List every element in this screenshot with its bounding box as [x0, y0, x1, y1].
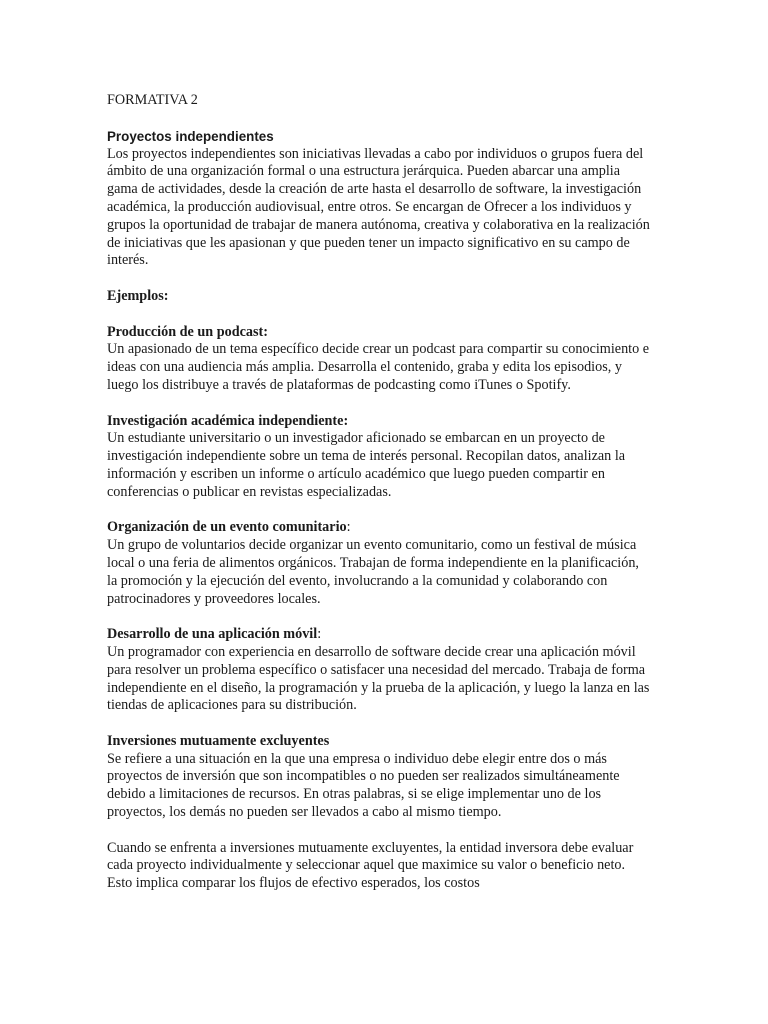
exclusive-investments-section: [107, 733, 652, 822]
exclusive-investments-body: Se refiere a una situación en la que una empresa o individuo debe elegir entre dos o más proyectos de inversión que son incompatibles o no pueden ser realizados simultáneamente debido a limitaciones de recursos. En otras palabras, si se elige implementar uno de los proyectos, los demás no pueden ser llevados a cabo al mismo tiempo.: [107, 750, 620, 821]
example-heading: [107, 626, 652, 644]
exclusive-investments-heading: Inversiones mutuamente excluyentes: [107, 732, 330, 749]
example-heading-suffix: :: [317, 626, 322, 643]
example-heading-text: Desarrollo de una aplicación móvil: [107, 626, 318, 643]
intro-body: Los proyectos independientes son iniciativas llevadas a cabo por individuos o grupos fuera del ámbito de una organización formal o una estructura jerárquica. Pueden abarcar una amplia gama de actividades, desde la creación de arte hasta el desarrollo de software, la investigación académica, la producción audiovisual, entre otros. Se encargan de Ofrecer a los individuos y grupos la oportunidad de trabajar de manera autónoma, creativa y colaborativa en la realización de iniciativas que les apasionan y que pueden tener un impacto significativo en su campo de interés.: [107, 145, 650, 269]
example-body: Un programador con experiencia en desarrollo de software decide crear una aplicación móvil para resolver un problema específico o satisfacer una necesidad del mercado. Trabaja de forma independiente en el diseño, la programación y la prueba de la aplicación, y luego la lanza en las tiendas de aplicaciones para su distribución.: [107, 643, 650, 714]
example-heading-suffix: :: [346, 519, 351, 536]
document-title: FORMATIVA 2: [107, 92, 198, 108]
example-body: Un grupo de voluntarios decide organizar un evento comunitario, como un festival de música local o una feria de alimentos orgánicos. Trabajan de forma independiente en la planificación, la promoción y la ejecución del evento, involucrando a la comunidad y colaborando con patrocinadores y proveedores locales.: [107, 537, 639, 607]
example-community-event: [107, 519, 652, 608]
closing-paragraph: Cuando se enfrenta a inversiones mutuamente excluyentes, la entidad inversora debe evaluar cada proyecto individualmente y seleccionar aquel que maximice su valor o beneficio neto. Esto implica comparar los flujos de efectivo esperados, los costos: [107, 839, 634, 892]
intro-heading: Proyectos independientes: [107, 128, 274, 144]
example-mobile-app: [107, 626, 652, 715]
example-podcast: [107, 324, 652, 395]
example-heading-text: Producción de un podcast:: [107, 323, 268, 340]
examples-heading: Ejemplos:: [107, 287, 169, 304]
example-heading-text: Investigación académica independiente:: [107, 412, 349, 429]
example-heading-text: Organización de un evento comunitario: [107, 519, 347, 536]
example-research: [107, 413, 652, 502]
example-heading: [107, 324, 652, 342]
example-heading: [107, 519, 652, 537]
intro-section: [107, 128, 652, 270]
example-body: Un estudiante universitario o un investigador aficionado se embarcan en un proyecto de investigación independiente sobre un tema de interés personal. Recopilan datos, analizan la información y escriben un informe o artículo académico que luego pueden compartir en conferencias o publicar en revistas especializadas.: [107, 430, 626, 500]
example-heading: [107, 413, 652, 431]
example-body: Un apasionado de un tema específico decide crear un podcast para compartir su conocimiento e ideas con una audiencia más amplia. Desarrolla el contenido, graba y edita los episodios, y luego los distribuye a través de plataformas de podcasting como iTunes o Spotify.: [107, 341, 650, 393]
document-page: [107, 92, 652, 911]
